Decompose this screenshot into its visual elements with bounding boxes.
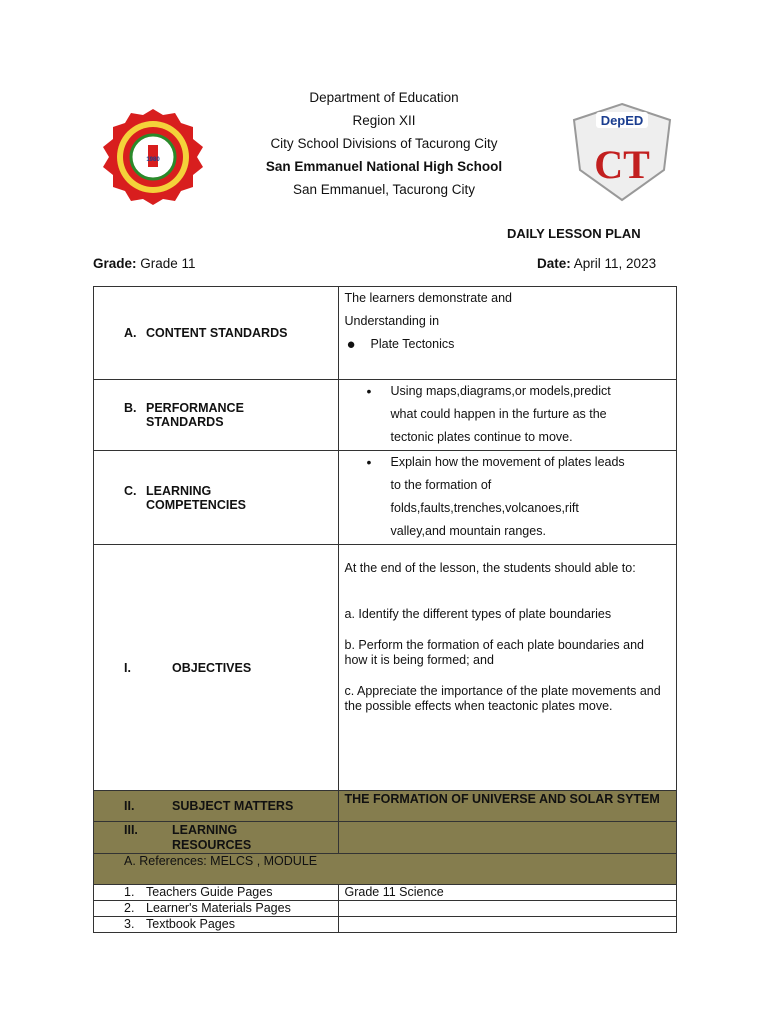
performance-standards-label: B. PERFORMANCE STANDARDS: [94, 380, 339, 451]
table-row: [94, 917, 677, 933]
subject-matters-label: II. SUBJECT MATTERS: [94, 791, 339, 822]
table-row: [94, 451, 677, 545]
school-address: San Emmanuel, Tacurong City: [292, 182, 476, 197]
objectives-value: At the end of the lesson, the students should able to: a. Identify the different types of plate boundaries b. Perform the formation of each plate boundaries and how it is being formed; and c. Appreciate the importance of the plate movements and the possible effects when teactonic plates move.: [338, 545, 676, 791]
table-row: [94, 885, 677, 901]
table-row: [94, 854, 677, 885]
svg-text:DepED: DepED: [600, 113, 644, 128]
school-name: San Emmanuel National High School: [265, 159, 503, 174]
learning-resources-value: [338, 822, 676, 854]
content-standards-label: A. CONTENT STANDARDS: [94, 287, 339, 380]
svg-text:CT: CT: [594, 142, 650, 187]
date-field: Date: April 11, 2023: [537, 256, 657, 271]
item-value: [338, 917, 676, 933]
table-row: [94, 901, 677, 917]
references-row: A. References: MELCS , MODULE: [94, 854, 677, 885]
department-name: Department of Education: [309, 90, 459, 105]
division-name: City School Divisions of Tacurong City: [270, 136, 498, 151]
plan-title: DAILY LESSON PLAN: [507, 226, 641, 241]
table-row: [94, 822, 677, 854]
item-label: 1. Teachers Guide Pages: [94, 885, 339, 901]
document-header: [0, 86, 768, 201]
svg-text:1980: 1980: [146, 157, 160, 163]
learning-competencies-value: • Explain how the movement of plates leads to the formation of folds,faults,trenches,volcanoes,rift valley,and mountain ranges.: [338, 451, 676, 545]
learning-resources-label: III. LEARNING RESOURCES: [94, 822, 339, 854]
lesson-plan-table: [93, 286, 677, 933]
performance-standards-value: • Using maps,diagrams,or models,predict what could happen in the furture as the tectonic plates continue to move.: [338, 380, 676, 451]
grade-field: Grade: Grade 11: [93, 256, 196, 271]
table-row: [94, 287, 677, 380]
table-row: [94, 791, 677, 822]
table-row: [94, 380, 677, 451]
learning-competencies-label: C. LEARNING COMPETENCIES: [94, 451, 339, 545]
subject-matters-value: THE FORMATION OF UNIVERSE AND SOLAR SYTEM: [338, 791, 676, 822]
table-row: [94, 545, 677, 791]
content-standards-value: The learners demonstrate and Understanding in ● Plate Tectonics: [338, 287, 676, 380]
item-value: [338, 901, 676, 917]
item-value: Grade 11 Science: [338, 885, 676, 901]
objectives-label: I. OBJECTIVES: [94, 545, 339, 791]
item-label: 3. Textbook Pages: [94, 917, 339, 933]
region-name: Region XII: [352, 113, 416, 128]
item-label: 2. Learner's Materials Pages: [94, 901, 339, 917]
